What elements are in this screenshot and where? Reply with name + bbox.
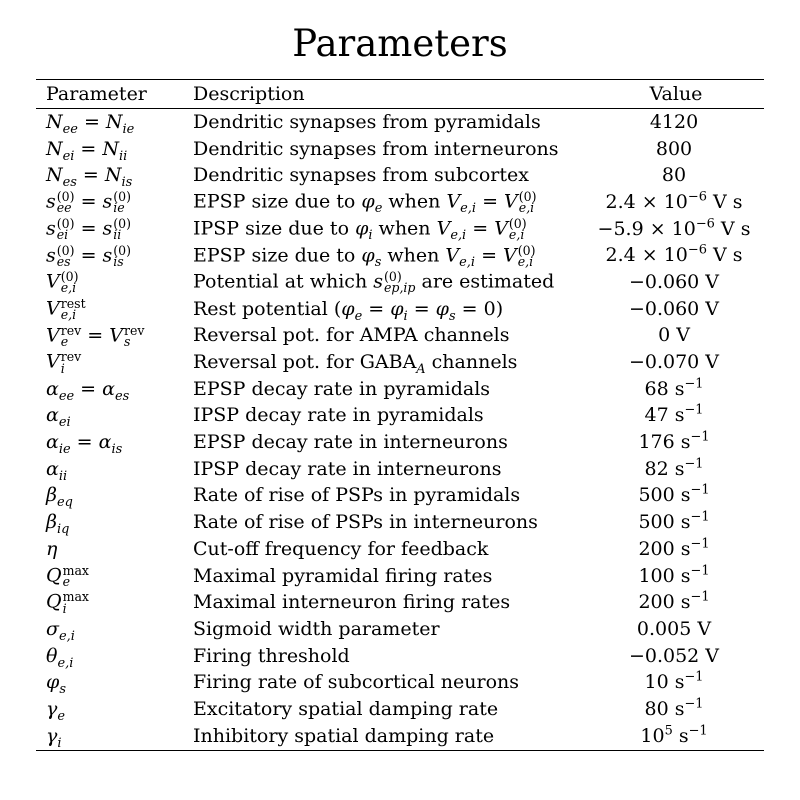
parameter-description: Sigmoid width parameter: [193, 617, 440, 640]
table-row: [36, 456, 764, 483]
parameter-value: $2.4 \times 10^{-6}$ V s: [605, 189, 743, 213]
parameter-symbol: $N_{es} = N_{is}$: [46, 164, 133, 191]
parameters-table: [36, 79, 764, 751]
parameter-description: Rate of rise of PSPs in interneurons: [193, 511, 538, 534]
parameter-description: Cut-off frequency for feedback: [193, 537, 489, 560]
table-row: [36, 483, 764, 510]
parameter-description: Maximal pyramidal firing rates: [193, 564, 493, 587]
table-row: [36, 349, 764, 376]
parameter-value: $2.4 \times 10^{-6}$ V s: [605, 242, 743, 267]
parameter-symbol: s (0) ee = s (0) ie: [46, 189, 132, 216]
parameter-symbol: $\beta_{iq}$: [46, 511, 70, 537]
parameter-description: Reversal pot. for AMPA channels: [193, 324, 510, 347]
parameter-value: 200 $s^{-1}$: [638, 589, 710, 614]
parameter-description: Dendritic synapses from interneurons: [193, 137, 559, 160]
parameter-symbol: $\gamma_e$: [46, 697, 65, 724]
table-row: [36, 509, 764, 536]
parameter-value: 80 $s^{-1}$: [644, 696, 704, 720]
column-header-value: Value: [588, 80, 764, 109]
table-row: [36, 643, 764, 670]
parameter-symbol: s (0) ei = s (0) ii: [46, 215, 132, 243]
parameter-value: 800: [655, 137, 693, 160]
parameter-description: Dendritic synapses from subcortex: [193, 164, 529, 187]
parameter-symbol: s (0) es = s (0) is: [46, 242, 132, 269]
table-row: [36, 189, 764, 216]
table-row: [36, 376, 764, 403]
parameter-symbol: $\alpha_{ee} = \alpha_{es}$: [46, 377, 130, 404]
table-row: [36, 536, 764, 563]
parameter-symbol: $\theta_{e,i}$: [46, 644, 74, 671]
parameter-value: 0 V: [658, 324, 690, 347]
parameter-description: IPSP decay rate in interneurons: [193, 457, 502, 480]
parameter-value: 176 $s^{-1}$: [638, 429, 710, 454]
parameter-description: EPSP decay rate in pyramidals: [193, 377, 491, 400]
parameter-value: 4120: [649, 110, 699, 133]
table-row: [36, 296, 764, 323]
table-row: [36, 589, 764, 616]
parameter-value: 68 $s^{-1}$: [644, 376, 704, 400]
parameter-value: 47 $s^{-1}$: [644, 403, 704, 427]
parameter-value: 500 $s^{-1}$: [638, 509, 710, 534]
parameter-description: EPSP decay rate in interneurons: [193, 431, 508, 454]
parameter-description: Inhibitory spatial damping rate: [193, 723, 588, 750]
table-row: [36, 136, 764, 163]
parameter-description: Firing threshold: [193, 644, 350, 667]
table-row: [36, 403, 764, 430]
parameter-symbol: $\beta_{eq}$: [46, 484, 73, 511]
parameter-symbol: $N_{ee} = N_{ie}$: [46, 110, 135, 137]
table-row: [36, 696, 764, 723]
parameter-symbol: $\gamma_i$: [36, 723, 193, 750]
parameter-symbol: Q max i: [46, 589, 89, 616]
parameter-symbol: $\sigma_{e,i}$: [46, 617, 75, 644]
table-row: [36, 269, 764, 296]
parameter-value: 80: [661, 164, 687, 187]
column-header-description: Description: [193, 80, 588, 109]
table-row: [36, 563, 764, 590]
parameter-value: −0.060 V: [628, 297, 720, 320]
table-row: [36, 216, 764, 243]
parameter-description: Rest potential $(\varphi_e = \varphi_i = \varphi_s = 0)$: [193, 297, 504, 324]
parameter-value: 0.005 V: [636, 617, 712, 640]
table-header-row: [36, 80, 764, 109]
parameter-value: −0.070 V: [628, 351, 720, 374]
parameter-symbol: $\alpha_{ie} = \alpha_{is}$: [46, 431, 123, 457]
parameter-description: Excitatory spatial damping rate: [193, 697, 499, 720]
parameter-symbol: η: [46, 537, 58, 560]
parameter-symbol: V (0) e,i: [46, 269, 79, 296]
parameter-value: $10^5$ $s^{-1}$: [588, 723, 764, 750]
parameter-symbol: V rev e = V rev s: [46, 322, 145, 349]
table-row: [36, 723, 764, 750]
table-row: [36, 323, 764, 350]
parameter-value: 200 $s^{-1}$: [638, 536, 710, 560]
parameter-value: 10 $s^{-1}$: [644, 669, 704, 694]
page-title: Parameters: [292, 22, 508, 65]
table-row: [36, 669, 764, 696]
table-row: [36, 162, 764, 189]
parameter-description: Reversal pot. for $GABA_A$ channels: [193, 351, 518, 377]
parameter-description: Rate of rise of PSPs in pyramidals: [193, 484, 521, 507]
parameter-symbol: Q max e: [46, 562, 89, 590]
parameter-symbol: V rev i: [46, 349, 82, 376]
parameter-symbol: $\varphi_s$: [46, 671, 66, 698]
parameter-value: 82 $s^{-1}$: [644, 456, 704, 480]
parameter-symbol: V rest e,i: [46, 295, 86, 323]
parameter-value: −0.052 V: [628, 644, 720, 667]
parameter-value: −0.060 V: [628, 270, 720, 293]
parameter-symbol: $N_{ei} = N_{ii}$: [46, 137, 128, 164]
table-row: [36, 109, 764, 136]
parameter-description: IPSP decay rate in pyramidals: [193, 404, 484, 427]
column-header-parameter: Parameter: [36, 80, 193, 109]
parameter-description: Maximal interneuron firing rates: [193, 591, 511, 614]
parameter-description: EPSP size due to $\varphi_e$ when $V_{e,i} = V$ (0) e,i: [193, 189, 537, 217]
parameter-description: IPSP size due to $\varphi_i$ when $V_{e,i} = V$ (0) e,i: [193, 215, 527, 243]
parameter-value: 500 $s^{-1}$: [638, 483, 710, 507]
parameter-description: Dendritic synapses from pyramidals: [193, 110, 541, 133]
table-row: [36, 429, 764, 456]
parameter-value: $-5.9 \times 10^{-6}$ V s: [597, 216, 751, 240]
table-row: [36, 242, 764, 269]
table-row: [36, 616, 764, 643]
parameter-symbol: $\alpha_{ii}$: [46, 457, 68, 484]
parameter-description: Potential at which s (0) ep,ip are estimated: [193, 269, 555, 296]
parameter-symbol: $\alpha_{ei}$: [46, 404, 71, 431]
parameter-value: 100 $s^{-1}$: [638, 563, 710, 587]
parameter-description: Firing rate of subcortical neurons: [193, 671, 520, 694]
parameter-description: EPSP size due to $\varphi_s$ when $V_{e,i} = V$ (0) e,i: [193, 242, 536, 270]
